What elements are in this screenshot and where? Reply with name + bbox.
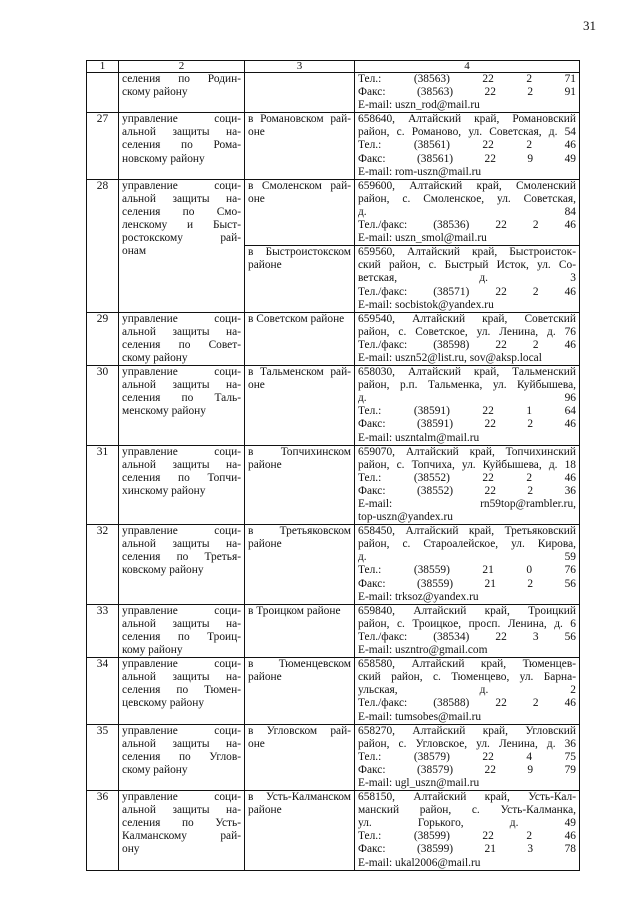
service-area-line: в Романовском рай-: [248, 113, 351, 126]
contact-info: [355, 525, 580, 605]
organization-name-line: ковскому району: [122, 564, 204, 577]
organization-name-line: ону: [122, 843, 140, 856]
row-number: 33: [87, 604, 119, 657]
organization-name-line: альной защиты на-: [122, 804, 241, 817]
organization-name-line: Калманскому рай-: [122, 830, 241, 843]
service-area: [245, 179, 355, 245]
service-area: [245, 604, 355, 657]
organization-name-line: управление соци-: [122, 366, 241, 379]
service-area-line: в Угловском рай-: [248, 724, 351, 737]
organization-name-line: новскому району: [122, 152, 205, 165]
contact-info-line: район, с. Угловское, ул. Ленина, д. 36: [358, 737, 576, 750]
organization-name-line: управление соци-: [122, 724, 241, 737]
contact-info-line: Тел./факс: (38598) 22 2 46: [358, 338, 576, 351]
organization-name-line: альной защиты на-: [122, 192, 241, 205]
page-number: 31: [583, 18, 596, 33]
service-area-line: в Смоленском рай-: [248, 179, 351, 192]
service-area-line: оне: [248, 737, 265, 750]
service-area-line: в Тюменцевском: [248, 658, 351, 671]
organization-name-line: управление соци-: [122, 604, 241, 617]
contact-info-line: д. 96: [358, 392, 576, 405]
row-number: [87, 73, 119, 113]
contact-info-line: 658640, Алтайский край, Романовский: [358, 113, 576, 126]
contact-info-line: Факс: (38579) 22 9 79: [358, 763, 576, 776]
table-row: [87, 525, 580, 605]
contact-info-line: 658450, Алтайский край, Третьяковский: [358, 525, 576, 538]
contact-info-line: ский район, с. Тюменцево, ул. Барна-: [358, 671, 576, 684]
contact-info-line: Факс: (38563) 22 2 91: [358, 86, 576, 99]
row-number: 32: [87, 525, 119, 605]
service-area-line: районе: [248, 259, 282, 272]
organization-name: [119, 113, 245, 179]
contact-info-line: Тел./факс: (38571) 22 2 46: [358, 285, 576, 298]
organization-name: [119, 445, 245, 525]
organization-name-line: ростокскому рай-: [122, 232, 241, 245]
contact-info: [355, 658, 580, 724]
organization-name-line: управление соци-: [122, 658, 241, 671]
contact-info-line: E-mail: socbistok@yandex.ru: [358, 298, 494, 311]
organization-name-line: селения по Третья-: [122, 551, 241, 564]
contact-info-line: E-mail: tumsobes@mail.ru: [358, 710, 482, 723]
contact-info-line: район, с. Смоленское, ул. Советская,: [358, 192, 576, 205]
contact-info-line: район, с. Троицкое, просп. Ленина, д. 6: [358, 617, 576, 630]
organization-name: [119, 604, 245, 657]
organization-name-line: управление соци-: [122, 525, 241, 538]
contact-info-line: район, с. Советское, ул. Ленина, д. 76: [358, 325, 576, 338]
service-area-line: оне: [248, 379, 265, 392]
organization-name-line: альной защиты на-: [122, 458, 241, 471]
contact-info: [355, 604, 580, 657]
service-area: [245, 312, 355, 365]
organization-name-line: селения по Совет-: [122, 338, 241, 351]
contact-info: [355, 724, 580, 790]
organization-name-line: селения по Углов-: [122, 750, 241, 763]
organization-name-line: селения по Рома-: [122, 139, 241, 152]
organization-name-line: управление соци-: [122, 312, 241, 325]
contact-info-line: 659540, Алтайский край, Советский: [358, 312, 576, 325]
organization-name: [119, 525, 245, 605]
organization-name: [119, 312, 245, 365]
contact-info-line: E-mail: rn59top@rambler.ru,: [358, 498, 576, 510]
organization-name: [119, 658, 245, 724]
organization-name-line: альной защиты на-: [122, 617, 241, 630]
contact-info-line: Тел.: (38579) 22 4 75: [358, 750, 576, 763]
organization-name-line: селения по Смо-: [122, 205, 241, 218]
contact-info-line: 659840, Алтайский край, Троицкий: [358, 604, 576, 617]
organization-name-line: управление соци-: [122, 445, 241, 458]
organization-name-line: альной защиты на-: [122, 126, 241, 139]
contact-info-line: ульская, д. 2: [358, 684, 576, 697]
service-area: [245, 366, 355, 446]
contact-info-line: Тел.: (38599) 22 2 46: [358, 830, 576, 843]
contact-info: [355, 113, 580, 179]
contact-info: [355, 73, 580, 113]
service-area-line: районе: [248, 538, 282, 551]
row-number: 35: [87, 724, 119, 790]
agencies-table: [86, 60, 580, 871]
contact-info-line: Факс: (38599) 21 3 78: [358, 843, 576, 856]
service-area: [245, 724, 355, 790]
column-number-header: 4: [355, 61, 580, 73]
organization-name-line: селения по Родин-: [122, 73, 241, 85]
contact-info-line: E-mail: uszn_rod@mail.ru: [358, 99, 480, 112]
contact-info: [355, 246, 580, 312]
contact-info-line: район, с. Староалейское, ул. Кирова,: [358, 538, 576, 551]
contact-info-line: Тел./факс: (38588) 22 2 46: [358, 697, 576, 710]
service-area-line: оне: [248, 126, 265, 139]
contact-info-line: top-uszn@yandex.ru: [358, 511, 453, 524]
organization-name: [119, 791, 245, 871]
service-area-line: в Усть-Калманском: [248, 791, 351, 804]
row-number: 30: [87, 366, 119, 446]
organization-name-line: альной защиты на-: [122, 379, 241, 392]
service-area: [245, 113, 355, 179]
organization-name-line: менскому району: [122, 405, 206, 418]
organization-name: [119, 366, 245, 446]
service-area: [245, 73, 355, 113]
column-number-header: 2: [119, 61, 245, 73]
contact-info-line: Факс: (38552) 22 2 36: [358, 484, 576, 497]
contact-info-line: E-mail: uszn_smol@mail.ru: [358, 232, 487, 245]
service-area-line: районе: [248, 804, 282, 817]
contact-info-line: E-mail: rom-uszn@mail.ru: [358, 165, 482, 178]
organization-name-line: скому району: [122, 86, 188, 99]
contact-info-line: район, с. Топчиха, ул. Куйбышева, д. 18: [358, 458, 576, 471]
organization-name-line: управление соци-: [122, 179, 241, 192]
service-area-line: в Тальменском рай-: [248, 366, 351, 379]
table-row: [87, 445, 580, 525]
contact-info-line: Факс: (38591) 22 2 46: [358, 418, 576, 431]
table-row: [87, 73, 580, 113]
service-area: [245, 791, 355, 871]
service-area-line: в Топчихинском: [248, 445, 351, 458]
organization-name: [119, 724, 245, 790]
contact-info-line: 659560, Алтайский край, Быстроисток-: [358, 246, 576, 259]
contact-info: [355, 312, 580, 365]
service-area-line: в Быстроистокском: [248, 246, 351, 259]
contact-info-line: д. 59: [358, 551, 576, 564]
row-number: 31: [87, 445, 119, 525]
contact-info-line: 658150, Алтайский край, Усть-Кал-: [358, 791, 576, 804]
contact-info-line: E-mail: trksoz@yandex.ru: [358, 590, 479, 603]
organization-name-line: альной защиты на-: [122, 325, 241, 338]
service-area: [245, 445, 355, 525]
row-number: 29: [87, 312, 119, 365]
organization-name-line: управление соци-: [122, 113, 241, 126]
table-row: [87, 604, 580, 657]
contact-info-line: 658580, Алтайский край, Тюменцев-: [358, 658, 576, 671]
service-area-line: оне: [248, 192, 265, 205]
organization-name-line: альной защиты на-: [122, 538, 241, 551]
table-row: [87, 724, 580, 790]
contact-info-line: 659070, Алтайский край, Топчихинский: [358, 445, 576, 458]
table-row: [87, 658, 580, 724]
contact-info-line: Тел.: (38559) 21 0 76: [358, 564, 576, 577]
organization-name-line: альной защиты на-: [122, 671, 241, 684]
contact-info-line: 659600, Алтайский край, Смоленский: [358, 179, 576, 192]
contact-info-line: ский район, с. Быстрый Исток, ул. Со-: [358, 259, 576, 272]
organization-name-line: онам: [122, 245, 147, 258]
service-area: [245, 658, 355, 724]
contact-info-line: E-mail: uszntro@gmail.com: [358, 644, 488, 657]
contact-info-line: Факс: (38561) 22 9 49: [358, 152, 576, 165]
contact-info-line: Тел./факс: (38534) 22 3 56: [358, 630, 576, 643]
contact-info-line: район, р.п. Тальменка, ул. Куйбышева,: [358, 379, 576, 392]
contact-info-line: E-mail: ugl_uszn@mail.ru: [358, 776, 480, 789]
service-area-line: в Третьяковском: [248, 525, 351, 538]
organization-name-line: селения по Топчи-: [122, 471, 241, 484]
organization-name-line: хинскому району: [122, 484, 206, 497]
contact-info-line: Тел.: (38561) 22 2 46: [358, 139, 576, 152]
contact-info-line: 658030, Алтайский край, Тальменский: [358, 366, 576, 379]
row-number: 34: [87, 658, 119, 724]
service-area: [245, 246, 355, 312]
organization-name-line: селения по Троиц-: [122, 630, 241, 643]
contact-info-line: Факс: (38559) 21 2 56: [358, 577, 576, 590]
service-area-line: районе: [248, 458, 282, 471]
column-number-header: 1: [87, 61, 119, 73]
table-row: [87, 179, 580, 245]
table-row: [87, 113, 580, 179]
organization-name-line: кому району: [122, 644, 183, 657]
table-row: [87, 312, 580, 365]
contact-info: [355, 445, 580, 525]
organization-name-line: селения по Таль-: [122, 392, 241, 405]
organization-name-line: цевскому району: [122, 697, 205, 710]
service-area-line: в Троицком районе: [248, 604, 341, 617]
contact-info-line: Тел.: (38563) 22 2 71: [358, 73, 576, 85]
contact-info-line: манский район, с. Усть-Калманка,: [358, 804, 576, 817]
contact-info-line: E-mail: uszntalm@mail.ru: [358, 431, 480, 444]
organization-name: [119, 73, 245, 113]
contact-info: [355, 366, 580, 446]
organization-name-line: скому району: [122, 351, 188, 364]
contact-info-line: Тел./факс: (38536) 22 2 46: [358, 219, 576, 232]
organization-name-line: скому району: [122, 763, 188, 776]
table-row: [87, 791, 580, 871]
organization-name-line: селения по Тюмен-: [122, 684, 241, 697]
row-number: 28: [87, 179, 119, 312]
contact-info-line: Тел.: (38591) 22 1 64: [358, 405, 576, 418]
contact-info-line: д. 84: [358, 205, 576, 218]
contact-info-line: E-mail: ukal2006@mail.ru: [358, 856, 481, 869]
contact-info-line: 658270, Алтайский край, Угловский: [358, 724, 576, 737]
row-number: 27: [87, 113, 119, 179]
table-row: [87, 366, 580, 446]
contact-info-line: ветская, д. 3: [358, 272, 576, 285]
contact-info-line: Тел.: (38552) 22 2 46: [358, 471, 576, 484]
service-area: [245, 525, 355, 605]
contact-info-line: ул. Горького, д. 49: [358, 817, 576, 830]
service-area-line: в Советском районе: [248, 312, 345, 325]
organization-name-line: управление соци-: [122, 791, 241, 804]
organization-name-line: ленскому и Быст-: [122, 219, 241, 232]
contact-info-line: район, с. Романово, ул. Советская, д. 54: [358, 126, 576, 139]
contact-info: [355, 791, 580, 871]
column-number-header: 3: [245, 61, 355, 73]
organization-name: [119, 179, 245, 312]
row-number: 36: [87, 791, 119, 871]
service-area-line: районе: [248, 671, 282, 684]
organization-name-line: альной защиты на-: [122, 737, 241, 750]
organization-name-line: селения по Усть-: [122, 817, 241, 830]
table-header-row: [87, 61, 580, 73]
contact-info: [355, 179, 580, 245]
contact-info-line: E-mail: uszn52@list.ru, sov@aksp.local: [358, 351, 542, 364]
